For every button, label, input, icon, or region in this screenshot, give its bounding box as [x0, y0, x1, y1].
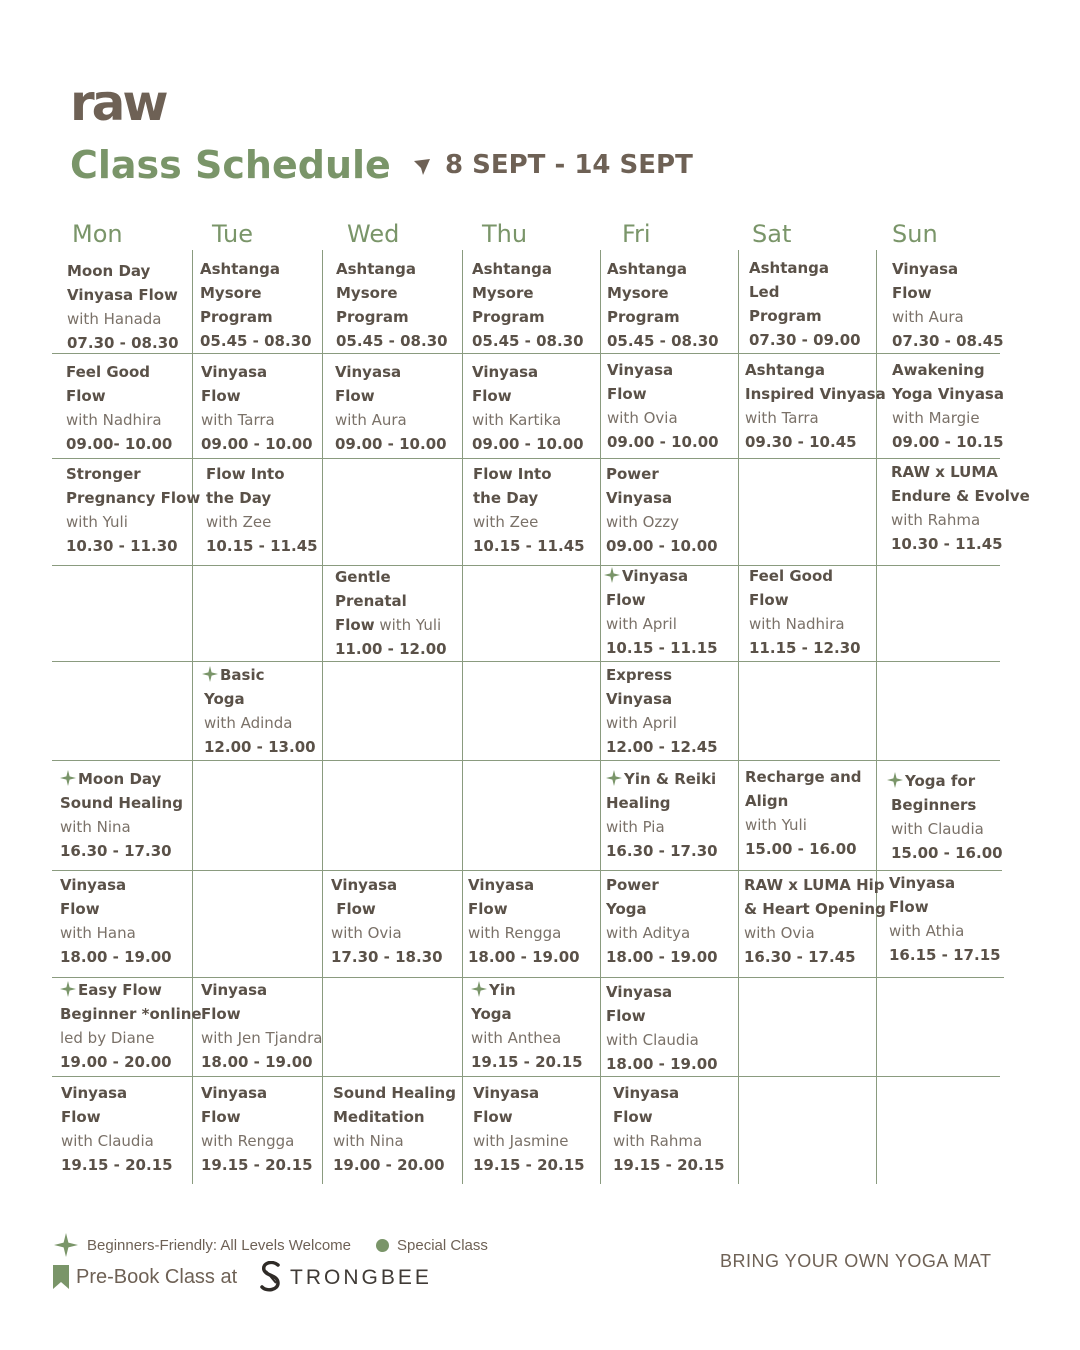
- class-time: 18.00 - 19.00: [60, 948, 172, 966]
- class-instructor: with Zee: [473, 513, 539, 531]
- class-cell: [468, 873, 580, 969]
- class-name: Pregnancy Flow: [66, 489, 201, 507]
- class-instructor: with Ovia: [331, 924, 402, 942]
- yoga-mat-note: BRING YOUR OWN YOGA MAT: [720, 1251, 992, 1271]
- special-class-dot-icon: [376, 1239, 389, 1252]
- class-time: 05.45 - 08.30: [200, 332, 312, 350]
- class-cell: [336, 257, 448, 353]
- class-name: Beginner *online: [60, 1005, 202, 1023]
- arrow-icon: [412, 157, 432, 177]
- class-time: 18.00 - 19.00: [606, 1055, 718, 1073]
- class-cell: [331, 873, 443, 969]
- class-name: Program: [607, 308, 680, 326]
- class-name: Flow Into: [206, 465, 285, 483]
- class-name: Stronger: [66, 465, 141, 483]
- class-name: Power: [606, 465, 659, 483]
- class-cell: [607, 358, 719, 454]
- day-header-thu: Thu: [482, 220, 528, 248]
- class-cell: [607, 257, 719, 353]
- class-cell: [892, 257, 1004, 353]
- class-name: Flow: [66, 387, 106, 405]
- class-instructor: led by Diane: [60, 1029, 155, 1047]
- class-name: Vinyasa: [889, 874, 956, 892]
- class-instructor: with Pia: [606, 818, 665, 836]
- class-name: the Day: [206, 489, 272, 507]
- class-name: Feel Good: [66, 363, 151, 381]
- class-cell: [749, 564, 861, 660]
- class-name: Sound Healing: [333, 1084, 456, 1102]
- class-name: [606, 767, 718, 791]
- class-cell: [473, 462, 585, 558]
- class-cell: [749, 256, 861, 352]
- class-name: Sound Healing: [60, 794, 183, 812]
- grid-hline: [52, 1076, 1000, 1077]
- sparkle-icon: [471, 981, 487, 997]
- day-header-tue: Tue: [212, 220, 253, 248]
- class-name: [887, 769, 1003, 793]
- class-name: Vinyasa Flow: [67, 286, 178, 304]
- class-instructor: with April: [606, 714, 677, 732]
- sparkle-icon: [606, 770, 622, 786]
- class-cell: [892, 358, 1004, 454]
- class-instructor: with Tarra: [745, 409, 819, 427]
- class-name: Flow: [335, 387, 375, 405]
- class-name: Feel Good: [749, 567, 834, 585]
- class-name: Flow: [892, 284, 932, 302]
- strongbee-link[interactable]: TRONGBEE: [290, 1266, 432, 1289]
- class-name: Healing: [606, 794, 671, 812]
- class-instructor: with Claudia: [606, 1031, 699, 1049]
- class-name: Vinyasa: [60, 876, 127, 894]
- class-time: 10.30 - 11.45: [891, 535, 1003, 553]
- class-time: 09.00 - 10.00: [335, 435, 447, 453]
- class-name: Ashtanga: [745, 361, 826, 379]
- class-cell: [66, 360, 172, 456]
- class-cell: [606, 663, 718, 759]
- class-name: Vinyasa: [607, 361, 674, 379]
- class-name: [471, 978, 583, 1002]
- class-name: Mysore: [336, 284, 398, 302]
- class-instructor: with Claudia: [891, 820, 984, 838]
- class-name: Vinyasa: [606, 489, 673, 507]
- class-instructor: with Nina: [60, 818, 131, 836]
- class-cell: [606, 462, 718, 558]
- class-name: Vinyasa: [473, 1084, 540, 1102]
- class-name: Inspired Vinyasa: [745, 385, 886, 403]
- bookmark-icon: [53, 1265, 69, 1289]
- class-name: Flow: [60, 900, 100, 918]
- class-time: 19.15 - 20.15: [201, 1156, 313, 1174]
- class-name-text: Basic: [220, 666, 265, 684]
- class-cell: [745, 765, 861, 861]
- class-name: Beginners: [891, 796, 977, 814]
- class-name-text: Easy Flow: [78, 981, 162, 999]
- class-name: Flow: [472, 387, 512, 405]
- class-time: 19.00 - 20.00: [60, 1053, 172, 1071]
- class-cell: [604, 564, 718, 660]
- class-name: Program: [336, 308, 409, 326]
- class-cell: [201, 360, 313, 456]
- class-cell: [745, 358, 886, 454]
- class-time: 11.00 - 12.00: [335, 640, 447, 658]
- class-time: 07.30 - 08.45: [892, 332, 1004, 350]
- class-name: Vinyasa: [606, 690, 673, 708]
- class-name: Flow: [201, 1108, 241, 1126]
- class-time: 09.00 - 10.00: [472, 435, 584, 453]
- class-time: 18.00 - 19.00: [606, 948, 718, 966]
- class-time: 09.00 - 10.00: [607, 433, 719, 451]
- class-name: Flow: [331, 900, 376, 918]
- class-time: 09.30 - 10.45: [745, 433, 857, 451]
- class-name: Flow: [607, 385, 647, 403]
- class-time: 10.15 - 11.15: [606, 639, 718, 657]
- class-name: Express: [606, 666, 673, 684]
- class-cell: [744, 873, 886, 969]
- class-name: Recharge and: [745, 768, 862, 786]
- class-name: Moon Day: [67, 262, 151, 280]
- class-name: Vinyasa: [201, 363, 268, 381]
- class-name: Gentle: [335, 568, 391, 586]
- class-name: Flow: [468, 900, 508, 918]
- class-name: Mysore: [607, 284, 669, 302]
- class-instructor: with Nina: [333, 1132, 404, 1150]
- grid-vline: [738, 250, 739, 1184]
- class-name: Meditation: [333, 1108, 425, 1126]
- class-instructor: with Yuli: [66, 513, 128, 531]
- class-name: RAW x LUMA Hip: [744, 876, 885, 894]
- strongbee-logo-icon[interactable]: [258, 1261, 284, 1293]
- class-name: Vinyasa: [331, 876, 398, 894]
- class-name: Yoga: [204, 690, 245, 708]
- class-cell: [891, 460, 1030, 556]
- grid-hline: [52, 870, 1002, 871]
- class-name: Flow: [201, 1005, 241, 1023]
- day-header-mon: Mon: [72, 220, 123, 248]
- class-time: 05.45 - 08.30: [607, 332, 719, 350]
- class-time: 19.15 - 20.15: [613, 1156, 725, 1174]
- class-time: 12.00 - 12.45: [606, 738, 718, 756]
- class-name: Flow: [473, 1108, 513, 1126]
- sparkle-icon: [604, 567, 620, 583]
- class-name: Ashtanga: [336, 260, 417, 278]
- class-instructor: with Aura: [335, 411, 407, 429]
- class-name-text: Yin: [489, 981, 516, 999]
- class-name: [60, 767, 183, 791]
- class-name: Ashtanga: [472, 260, 553, 278]
- class-time: 10.30 - 11.30: [66, 537, 178, 555]
- class-time: 07.30 - 09.00: [749, 331, 861, 349]
- class-name: Awakening: [892, 361, 985, 379]
- class-name: Vinyasa: [472, 363, 539, 381]
- class-cell: [606, 980, 718, 1076]
- class-name: Endure & Evolve: [891, 487, 1030, 505]
- class-name: Mysore: [472, 284, 534, 302]
- class-name: Flow Into: [473, 465, 552, 483]
- class-name: & Heart Opening: [744, 900, 886, 918]
- class-name: Yoga: [606, 900, 647, 918]
- class-name-text: Vinyasa: [622, 567, 689, 585]
- class-cell: [335, 360, 447, 456]
- class-cell: [889, 871, 1001, 967]
- class-instructor: with Margie: [892, 409, 980, 427]
- grid-vline: [462, 250, 463, 1184]
- class-time: 15.00 - 16.00: [891, 844, 1003, 862]
- class-instructor: with Rahma: [613, 1132, 703, 1150]
- class-time: 05.45 - 08.30: [472, 332, 584, 350]
- class-instructor: with Kartika: [472, 411, 562, 429]
- sparkle-icon: [60, 981, 76, 997]
- raw-logo: raw: [70, 74, 166, 132]
- class-time: 19.15 - 20.15: [61, 1156, 173, 1174]
- sparkle-icon: [202, 666, 218, 682]
- class-name: Vinyasa: [61, 1084, 128, 1102]
- class-instructor: with Hanada: [67, 310, 162, 328]
- class-name: Flow: [61, 1108, 101, 1126]
- class-cell: [60, 978, 202, 1074]
- class-name: Flow: [335, 616, 375, 634]
- class-cell: [60, 767, 183, 863]
- class-instructor: with Yuli: [374, 616, 442, 634]
- class-time: 09.00 - 10.15: [892, 433, 1004, 451]
- class-time: 17.30 - 18.30: [331, 948, 443, 966]
- class-name-text: Yoga for: [905, 772, 976, 790]
- class-cell: [473, 1081, 585, 1177]
- class-name: Ashtanga: [607, 260, 688, 278]
- day-header-fri: Fri: [622, 220, 651, 248]
- class-time: 18.00 - 19.00: [201, 1053, 313, 1071]
- class-instructor: with Jen Tjandra: [201, 1029, 323, 1047]
- class-name: Vinyasa: [468, 876, 535, 894]
- class-cell: [471, 978, 583, 1074]
- class-cell: [202, 663, 316, 759]
- class-time: 07.30 - 08.30: [67, 334, 179, 352]
- class-cell: [66, 462, 200, 558]
- grid-hline: [52, 353, 1000, 354]
- class-time: 16.30 - 17.30: [606, 842, 718, 860]
- class-name: Program: [200, 308, 273, 326]
- class-instructor: with April: [606, 615, 677, 633]
- class-instructor: with Rengga: [468, 924, 562, 942]
- class-instructor: with Ozzy: [606, 513, 680, 531]
- class-name: RAW x LUMA: [891, 463, 998, 481]
- class-instructor: with Ovia: [607, 409, 678, 427]
- class-name: Program: [749, 307, 822, 325]
- class-instructor: with Anthea: [471, 1029, 562, 1047]
- grid-hline: [52, 760, 1000, 761]
- class-time: 10.15 - 11.45: [206, 537, 318, 555]
- class-instructor: with Jasmine: [473, 1132, 569, 1150]
- class-name: Yoga: [471, 1005, 512, 1023]
- class-name: [604, 564, 718, 588]
- class-instructor: with Nadhira: [749, 615, 845, 633]
- day-header-sun: Sun: [892, 220, 938, 248]
- class-instructor: with Yuli: [745, 816, 807, 834]
- class-cell: [60, 873, 172, 969]
- class-name: Flow: [613, 1108, 653, 1126]
- class-name-text: Moon Day: [78, 770, 162, 788]
- legend-special-text: Special Class: [397, 1237, 488, 1254]
- class-name: Flow: [749, 591, 789, 609]
- class-name: Vinyasa: [613, 1084, 680, 1102]
- class-instructor: with Adinda: [204, 714, 293, 732]
- class-name: Prenatal: [335, 592, 407, 610]
- class-name: Vinyasa: [201, 981, 268, 999]
- class-instructor: with Ovia: [744, 924, 815, 942]
- class-name: Vinyasa: [606, 983, 673, 1001]
- class-name-row: [335, 613, 447, 637]
- class-time: 09.00 - 10.00: [606, 537, 718, 555]
- class-name: Flow: [889, 898, 929, 916]
- prebook-text: Pre-Book Class at: [76, 1266, 238, 1288]
- grid-vline: [600, 250, 601, 1184]
- class-name: Power: [606, 876, 659, 894]
- class-cell: [206, 462, 318, 558]
- class-name: Mysore: [200, 284, 262, 302]
- class-cell: [67, 259, 179, 355]
- class-name: Led: [749, 283, 780, 301]
- day-header-wed: Wed: [347, 220, 400, 248]
- class-name: [202, 663, 316, 687]
- class-cell: [201, 1081, 313, 1177]
- class-time: 18.00 - 19.00: [468, 948, 580, 966]
- class-name-text: Yin & Reiki: [624, 770, 717, 788]
- class-instructor: with Rahma: [891, 511, 981, 529]
- sparkle-icon: [54, 1233, 78, 1257]
- class-time: 12.00 - 13.00: [204, 738, 316, 756]
- class-time: 09.00 - 10.00: [201, 435, 313, 453]
- class-cell: [201, 978, 322, 1074]
- class-name: Ashtanga: [749, 259, 830, 277]
- class-instructor: with Aditya: [606, 924, 691, 942]
- class-name: Vinyasa: [201, 1084, 268, 1102]
- class-name: Flow: [201, 387, 241, 405]
- sparkle-icon: [887, 772, 903, 788]
- class-cell: [333, 1081, 456, 1177]
- sparkle-icon: [60, 770, 76, 786]
- class-instructor: with Hana: [60, 924, 136, 942]
- class-time: 15.00 - 16.00: [745, 840, 857, 858]
- class-instructor: with Athia: [889, 922, 965, 940]
- class-time: 19.00 - 20.00: [333, 1156, 445, 1174]
- class-name: Flow: [606, 1007, 646, 1025]
- class-instructor: with Aura: [892, 308, 964, 326]
- class-time: 16.15 - 17.15: [889, 946, 1001, 964]
- page-title: Class Schedule: [70, 143, 391, 187]
- class-time: 16.30 - 17.45: [744, 948, 856, 966]
- class-name: Ashtanga: [200, 260, 281, 278]
- class-name: Align: [745, 792, 789, 810]
- class-cell: [61, 1081, 173, 1177]
- class-instructor: with Claudia: [61, 1132, 154, 1150]
- class-cell: [606, 767, 718, 863]
- class-cell: [335, 565, 447, 661]
- class-name: Program: [472, 308, 545, 326]
- class-cell: [606, 873, 718, 969]
- class-cell: [472, 360, 584, 456]
- class-time: 09.00- 10.00: [66, 435, 173, 453]
- class-cell: [472, 257, 584, 353]
- date-range: 8 SEPT - 14 SEPT: [445, 150, 693, 180]
- class-instructor: with Tarra: [201, 411, 275, 429]
- day-header-sat: Sat: [752, 220, 792, 248]
- class-name: Vinyasa: [335, 363, 402, 381]
- class-time: 19.15 - 20.15: [471, 1053, 583, 1071]
- class-time: 11.15 - 12.30: [749, 639, 861, 657]
- grid-hline: [52, 661, 1000, 662]
- class-instructor: with Nadhira: [66, 411, 162, 429]
- class-instructor: with Zee: [206, 513, 272, 531]
- class-name: Vinyasa: [892, 260, 959, 278]
- class-name: Yoga Vinyasa: [892, 385, 1004, 403]
- class-time: 05.45 - 08.30: [336, 332, 448, 350]
- class-cell: [200, 257, 312, 353]
- class-instructor: with Rengga: [201, 1132, 295, 1150]
- class-name: Flow: [606, 591, 646, 609]
- class-name: [60, 978, 202, 1002]
- class-time: 19.15 - 20.15: [473, 1156, 585, 1174]
- class-time: 16.30 - 17.30: [60, 842, 172, 860]
- legend-beginners-text: Beginners-Friendly: All Levels Welcome: [87, 1237, 352, 1254]
- class-cell: [613, 1081, 725, 1177]
- class-cell: [887, 769, 1003, 865]
- grid-hline: [52, 458, 1000, 459]
- class-name: the Day: [473, 489, 539, 507]
- class-time: 10.15 - 11.45: [473, 537, 585, 555]
